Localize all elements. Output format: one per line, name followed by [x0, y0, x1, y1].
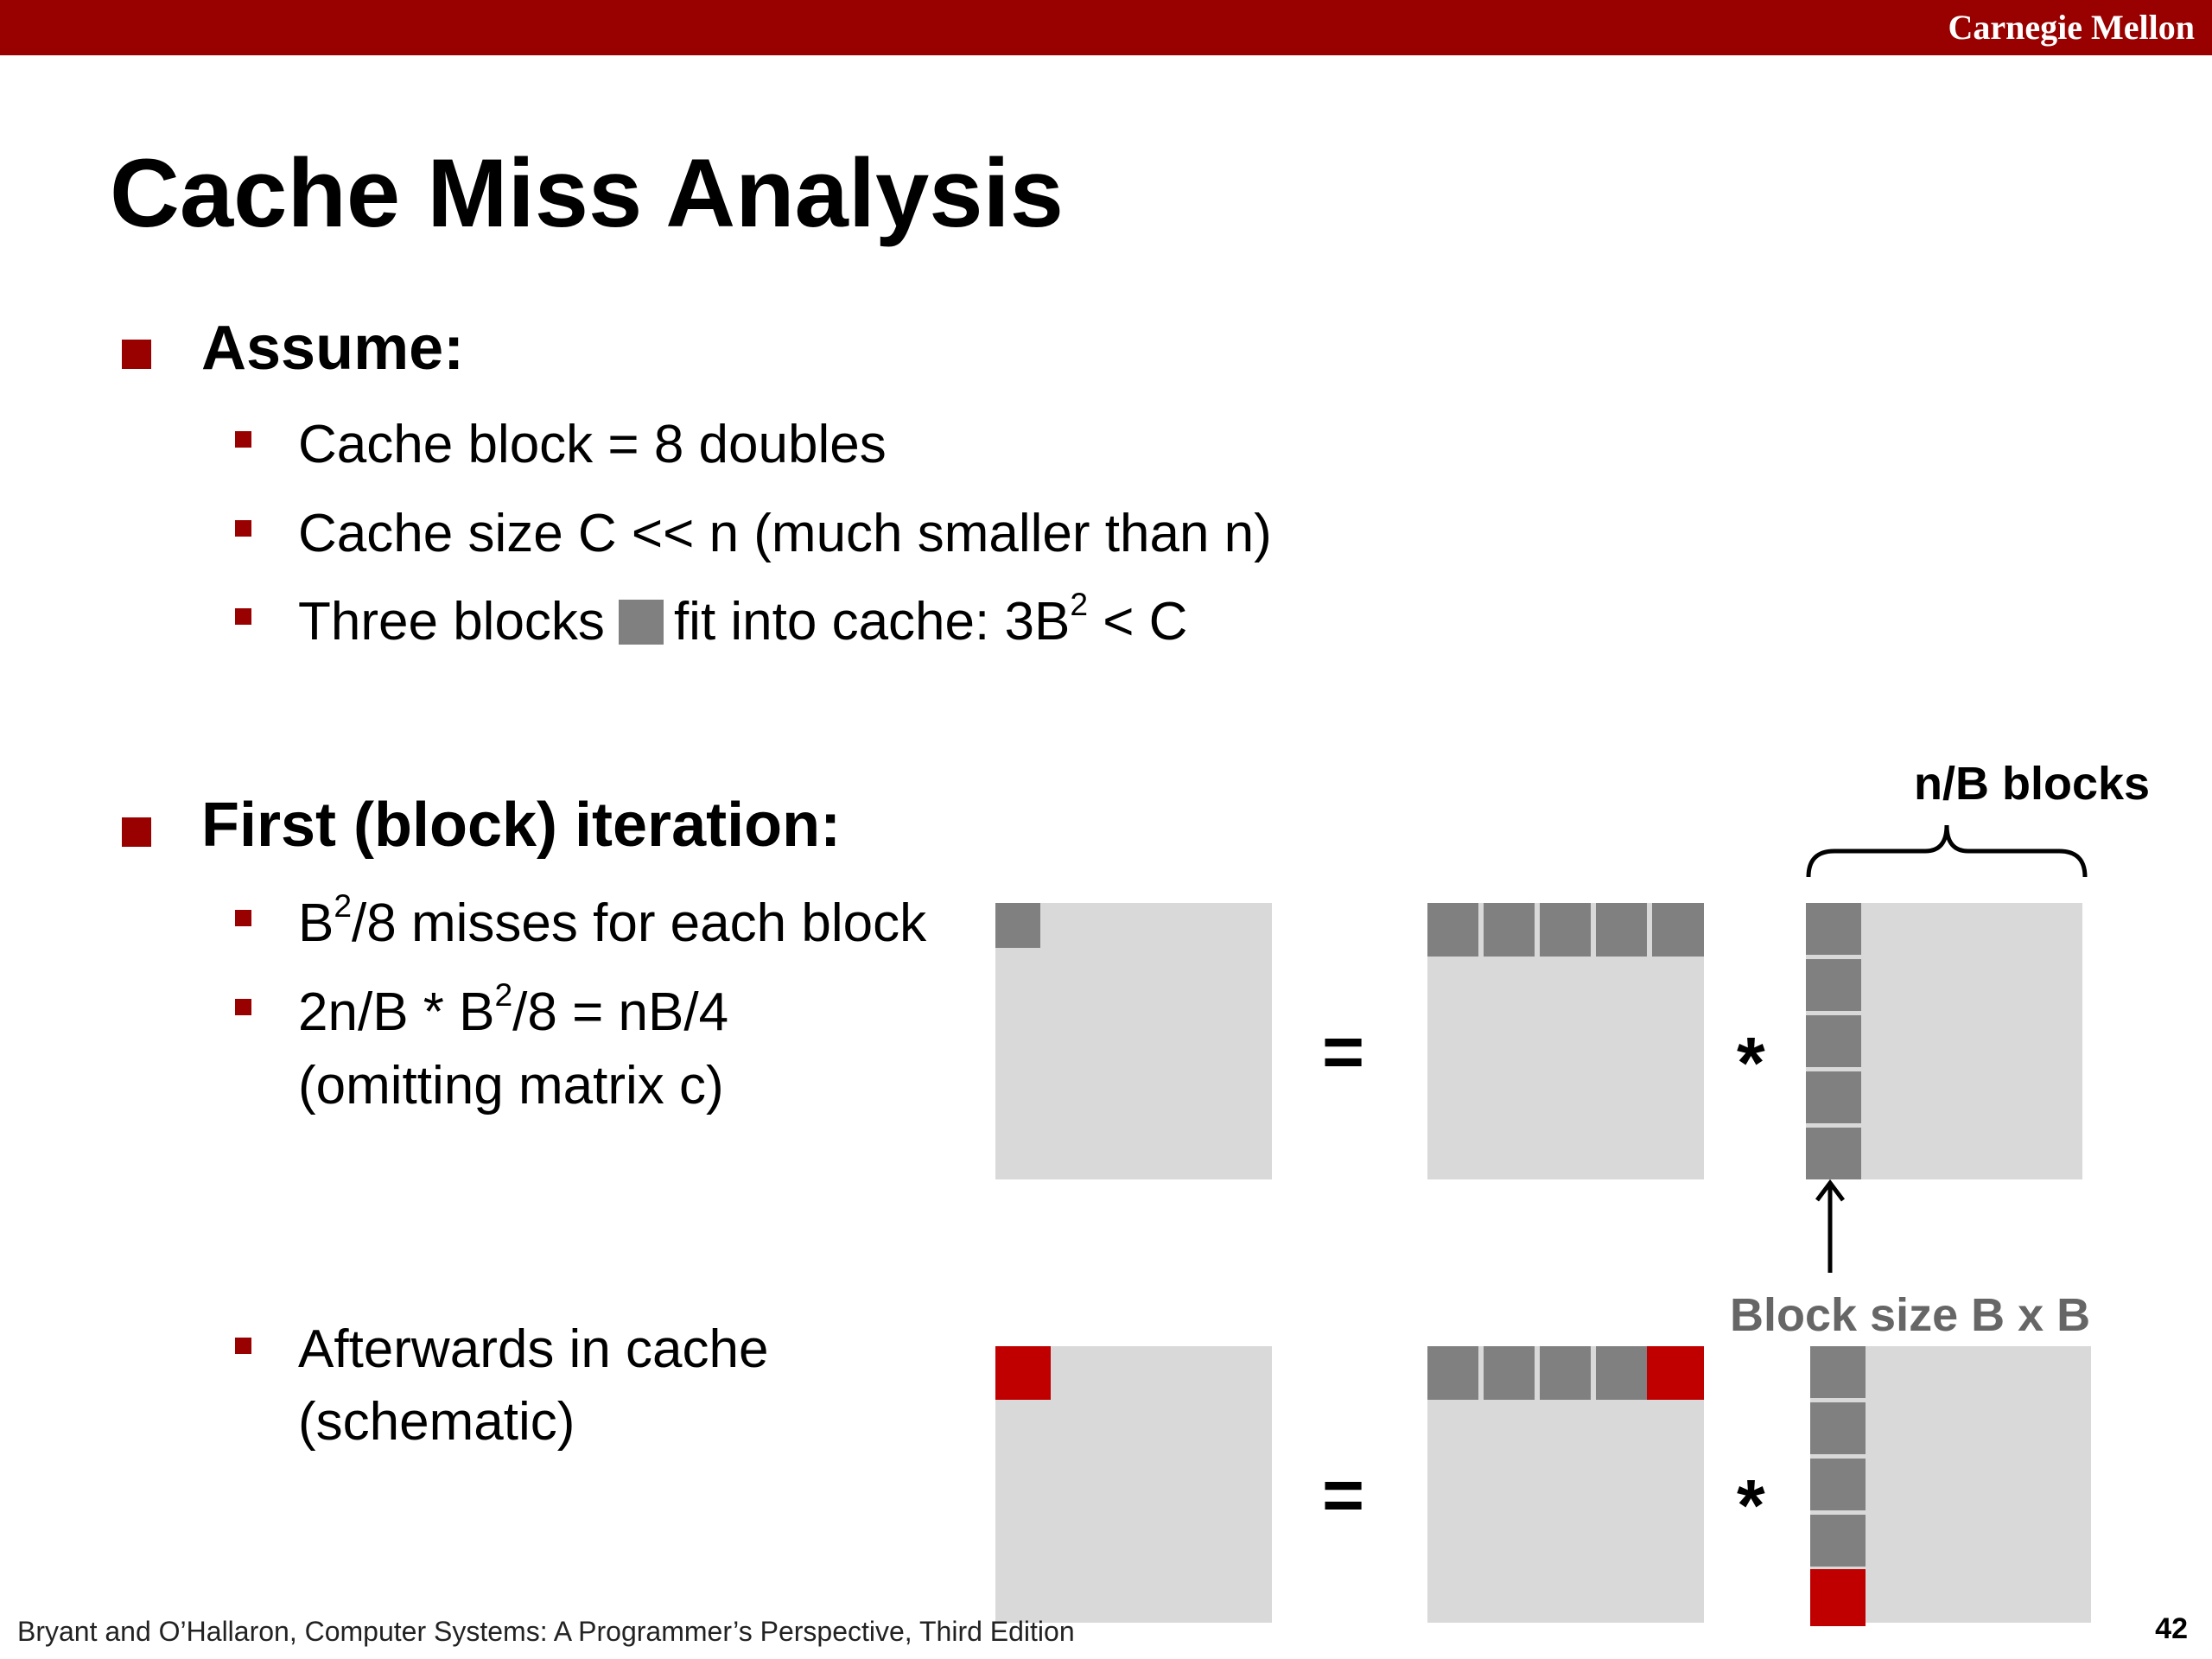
total-pre: 2n/B * B	[298, 982, 495, 1042]
block-b-col	[1806, 903, 1861, 955]
equals-sign: =	[1322, 1011, 1365, 1092]
bullet-square-icon	[235, 1338, 251, 1354]
nb-blocks-label: n/B blocks	[1914, 758, 2151, 810]
misses-post: /8 misses for each block	[352, 893, 927, 953]
three-blocks-post: fit into cache: 3B	[673, 592, 1071, 652]
block-a-row	[1427, 903, 1478, 957]
block-b-col	[1806, 1071, 1861, 1123]
block-a-row	[1484, 903, 1535, 957]
matrix-c	[995, 903, 1272, 1179]
up-arrow-icon	[1808, 1179, 1852, 1274]
block-b-col	[1810, 1459, 1866, 1510]
brand-logo-text: Carnegie Mellon	[1948, 8, 2195, 47]
three-blocks-pre: Three blocks	[298, 592, 605, 652]
bullet-square-icon	[235, 520, 251, 537]
matrix-b	[1806, 903, 2082, 1179]
bullet-square-icon	[235, 999, 251, 1015]
matrix-a	[1427, 903, 1704, 1179]
equals-sign: =	[1322, 1454, 1365, 1535]
curly-brace-icon	[1804, 821, 2089, 881]
block-b-col	[1810, 1346, 1866, 1398]
header-bar	[0, 0, 2212, 55]
total-post: /8 = nB/4	[512, 982, 729, 1042]
gray-block-icon	[619, 600, 664, 645]
misses-pre: B	[298, 893, 334, 953]
page-number: 42	[2155, 1612, 2188, 1645]
first-item-omitting-note: (omitting matrix c)	[298, 1056, 724, 1116]
block-a-row	[1596, 903, 1647, 957]
assume-item-three-blocks	[298, 586, 1187, 658]
block-a-row	[1596, 1346, 1647, 1400]
afterwards-line1: Afterwards in cache	[298, 1319, 769, 1379]
block-c-first	[995, 903, 1040, 948]
afterwards-line2: (schematic)	[298, 1392, 575, 1452]
block-b-cached	[1810, 1569, 1866, 1626]
superscript: 2	[1070, 586, 1088, 623]
bullet-square-icon	[235, 431, 251, 448]
block-a-row	[1540, 903, 1591, 957]
assume-heading: Assume:	[201, 314, 465, 383]
assume-item-cache-size: Cache size C << n (much smaller than n)	[298, 504, 1272, 563]
first-item-misses-per-block	[298, 887, 926, 960]
superscript: 2	[334, 887, 353, 925]
block-a-row	[1652, 903, 1704, 957]
slide-title: Cache Miss Analysis	[110, 139, 1064, 247]
matrix-c-after	[995, 1346, 1272, 1623]
block-c-cached	[995, 1346, 1051, 1400]
first-item-total-misses	[298, 976, 728, 1049]
block-a-cached	[1647, 1346, 1704, 1400]
matrix-a-after	[1427, 1346, 1704, 1623]
matrix-b-after	[1810, 1346, 2091, 1623]
block-b-col	[1806, 1128, 1861, 1179]
assume-item-cache-block: Cache block = 8 doubles	[298, 415, 887, 474]
block-b-col	[1810, 1515, 1866, 1567]
bullet-square-icon	[235, 910, 251, 926]
multiply-sign: *	[1737, 1022, 1765, 1103]
block-a-row	[1484, 1346, 1535, 1400]
superscript: 2	[494, 976, 513, 1014]
bullet-square-icon	[122, 817, 151, 847]
multiply-sign: *	[1737, 1465, 1765, 1546]
block-b-col	[1810, 1402, 1866, 1454]
block-b-col	[1806, 959, 1861, 1011]
first-iteration-heading: First (block) iteration:	[201, 791, 842, 860]
block-a-row	[1427, 1346, 1478, 1400]
block-a-row	[1540, 1346, 1591, 1400]
three-blocks-end: < C	[1088, 592, 1188, 652]
bullet-square-icon	[235, 608, 251, 625]
bullet-square-icon	[122, 340, 151, 369]
footer-citation: Bryant and O’Hallaron, Computer Systems: A Programmer’s Perspective, Third Edition	[17, 1616, 1075, 1647]
block-b-col	[1806, 1015, 1861, 1067]
block-size-label: Block size B x B	[1730, 1289, 2091, 1341]
